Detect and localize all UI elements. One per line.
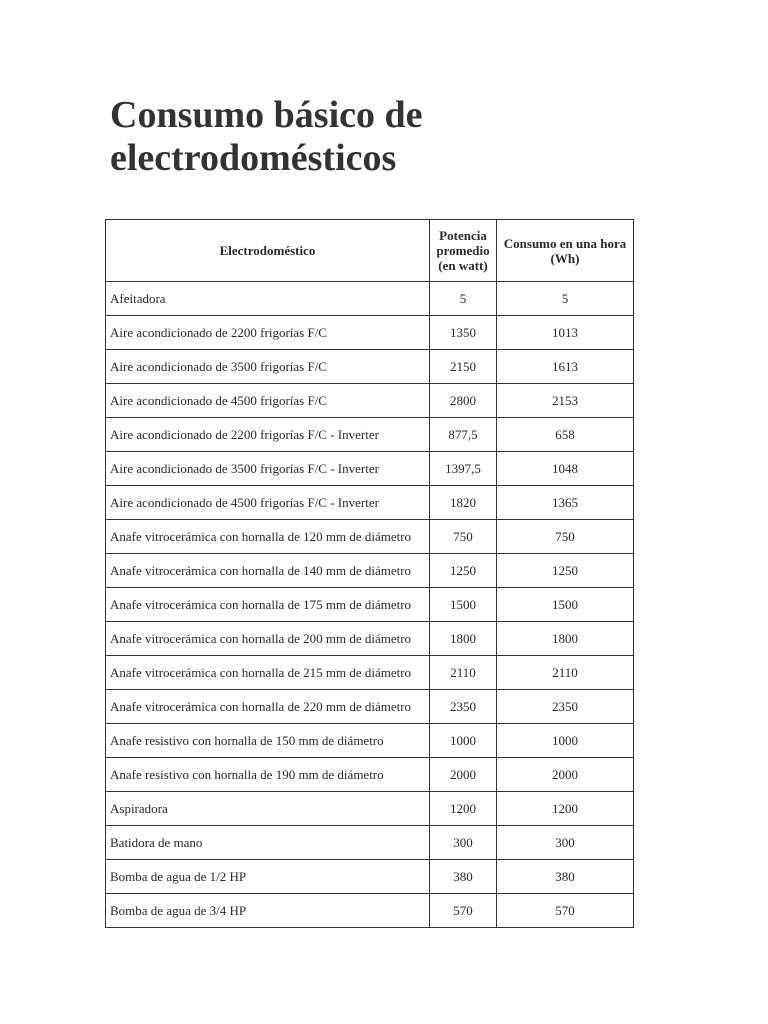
cell-hourly-consumption: 1613 bbox=[497, 350, 634, 384]
cell-appliance: Aire acondicionado de 4500 frigorías F/C - Inverter bbox=[106, 486, 430, 520]
cell-hourly-consumption: 658 bbox=[497, 418, 634, 452]
cell-hourly-consumption: 1013 bbox=[497, 316, 634, 350]
header-hourly-consumption: Consumo en una hora (Wh) bbox=[497, 220, 634, 282]
table-row bbox=[106, 554, 634, 588]
appliance-consumption-table-wrapper bbox=[105, 219, 634, 928]
table-row bbox=[106, 520, 634, 554]
table-row bbox=[106, 316, 634, 350]
cell-average-power: 300 bbox=[430, 826, 497, 860]
cell-hourly-consumption: 2110 bbox=[497, 656, 634, 690]
cell-average-power: 380 bbox=[430, 860, 497, 894]
cell-hourly-consumption: 2000 bbox=[497, 758, 634, 792]
table-row bbox=[106, 350, 634, 384]
table-row bbox=[106, 894, 634, 928]
cell-hourly-consumption: 1365 bbox=[497, 486, 634, 520]
cell-hourly-consumption: 380 bbox=[497, 860, 634, 894]
cell-average-power: 1250 bbox=[430, 554, 497, 588]
table-row bbox=[106, 452, 634, 486]
cell-hourly-consumption: 1250 bbox=[497, 554, 634, 588]
cell-average-power: 2800 bbox=[430, 384, 497, 418]
page-title-line-2: electrodomésticos bbox=[110, 137, 397, 179]
cell-hourly-consumption: 1000 bbox=[497, 724, 634, 758]
cell-average-power: 570 bbox=[430, 894, 497, 928]
cell-appliance: Anafe vitrocerámica con hornalla de 140 mm de diámetro bbox=[106, 554, 430, 588]
cell-hourly-consumption: 750 bbox=[497, 520, 634, 554]
table-row bbox=[106, 826, 634, 860]
cell-appliance: Aspiradora bbox=[106, 792, 430, 826]
cell-appliance: Bomba de agua de 3/4 HP bbox=[106, 894, 430, 928]
cell-hourly-consumption: 2350 bbox=[497, 690, 634, 724]
cell-hourly-consumption: 300 bbox=[497, 826, 634, 860]
table-row bbox=[106, 656, 634, 690]
table-row bbox=[106, 384, 634, 418]
cell-hourly-consumption: 5 bbox=[497, 282, 634, 316]
cell-appliance: Batidora de mano bbox=[106, 826, 430, 860]
appliance-consumption-table bbox=[105, 219, 634, 928]
cell-appliance: Afeitadora bbox=[106, 282, 430, 316]
cell-average-power: 1350 bbox=[430, 316, 497, 350]
table-row bbox=[106, 588, 634, 622]
cell-appliance: Aire acondicionado de 2200 frigorías F/C bbox=[106, 316, 430, 350]
cell-appliance: Bomba de agua de 1/2 HP bbox=[106, 860, 430, 894]
cell-average-power: 2350 bbox=[430, 690, 497, 724]
cell-average-power: 2150 bbox=[430, 350, 497, 384]
cell-appliance: Aire acondicionado de 4500 frigorías F/C bbox=[106, 384, 430, 418]
cell-hourly-consumption: 1048 bbox=[497, 452, 634, 486]
cell-average-power: 877,5 bbox=[430, 418, 497, 452]
cell-average-power: 2000 bbox=[430, 758, 497, 792]
cell-average-power: 1397,5 bbox=[430, 452, 497, 486]
cell-hourly-consumption: 570 bbox=[497, 894, 634, 928]
table-row bbox=[106, 724, 634, 758]
cell-appliance: Anafe vitrocerámica con hornalla de 120 mm de diámetro bbox=[106, 520, 430, 554]
table-header-row bbox=[106, 220, 634, 282]
page-title bbox=[110, 94, 670, 180]
table-row bbox=[106, 622, 634, 656]
header-appliance: Electrodoméstico bbox=[106, 220, 430, 282]
cell-average-power: 1500 bbox=[430, 588, 497, 622]
cell-appliance: Anafe vitrocerámica con hornalla de 220 mm de diámetro bbox=[106, 690, 430, 724]
cell-average-power: 1200 bbox=[430, 792, 497, 826]
cell-appliance: Aire acondicionado de 2200 frigorías F/C - Inverter bbox=[106, 418, 430, 452]
cell-hourly-consumption: 2153 bbox=[497, 384, 634, 418]
cell-appliance: Anafe resistivo con hornalla de 150 mm de diámetro bbox=[106, 724, 430, 758]
cell-appliance: Aire acondicionado de 3500 frigorías F/C bbox=[106, 350, 430, 384]
table-row bbox=[106, 690, 634, 724]
cell-average-power: 1820 bbox=[430, 486, 497, 520]
cell-average-power: 1800 bbox=[430, 622, 497, 656]
header-average-power: Potencia promedio (en watt) bbox=[430, 220, 497, 282]
cell-hourly-consumption: 1500 bbox=[497, 588, 634, 622]
cell-average-power: 5 bbox=[430, 282, 497, 316]
cell-average-power: 750 bbox=[430, 520, 497, 554]
table-body bbox=[106, 282, 634, 928]
cell-average-power: 1000 bbox=[430, 724, 497, 758]
table-row bbox=[106, 486, 634, 520]
cell-appliance: Aire acondicionado de 3500 frigorías F/C - Inverter bbox=[106, 452, 430, 486]
table-row bbox=[106, 418, 634, 452]
cell-appliance: Anafe vitrocerámica con hornalla de 215 mm de diámetro bbox=[106, 656, 430, 690]
table-row bbox=[106, 282, 634, 316]
table-row bbox=[106, 792, 634, 826]
cell-appliance: Anafe vitrocerámica con hornalla de 175 mm de diámetro bbox=[106, 588, 430, 622]
table-row bbox=[106, 758, 634, 792]
cell-hourly-consumption: 1200 bbox=[497, 792, 634, 826]
cell-average-power: 2110 bbox=[430, 656, 497, 690]
cell-appliance: Anafe vitrocerámica con hornalla de 200 mm de diámetro bbox=[106, 622, 430, 656]
table-row bbox=[106, 860, 634, 894]
cell-hourly-consumption: 1800 bbox=[497, 622, 634, 656]
cell-appliance: Anafe resistivo con hornalla de 190 mm de diámetro bbox=[106, 758, 430, 792]
page-title-line-1: Consumo básico de bbox=[110, 94, 423, 136]
